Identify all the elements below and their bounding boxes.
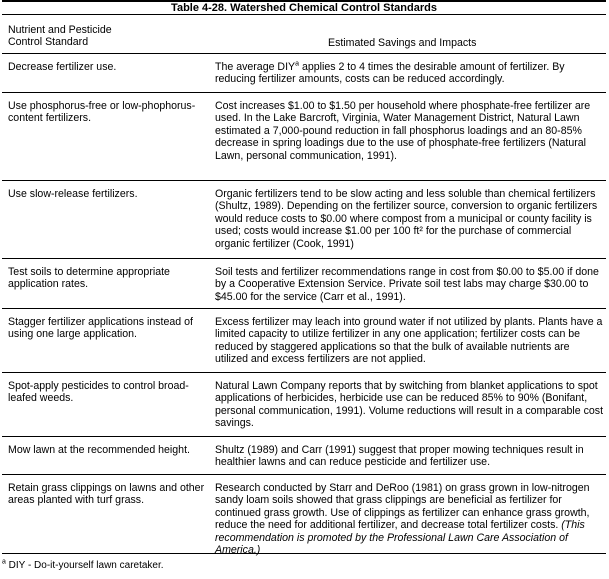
impact-text: The average DIY (215, 61, 296, 73)
standard-cell: Mow lawn at the recommended height. (8, 444, 190, 456)
table-row (2, 259, 606, 309)
standard-cell: Use slow-release fertilizers. (8, 188, 138, 200)
impact-italic-note: (This recommendation is promoted by the Professional Lawn Care Association of America.) (215, 519, 585, 557)
column-header (2, 24, 606, 54)
impact-text: applies 2 to 4 times the desirable amount of fertilizer. By reducing fertilizer amounts, costs can be reduced accordingly. (215, 61, 565, 86)
table-row (2, 475, 606, 557)
standard-cell: Retain grass clippings on lawns and other areas planted with turf grass. (8, 482, 205, 507)
footnote-text: DIY - Do-it-yourself lawn caretaker. (5, 560, 164, 571)
header-impacts: Estimated Savings and Impacts (328, 37, 477, 49)
table-title-text: Table 4-28. Watershed Chemical Control Standards (171, 2, 437, 14)
impact-cell: Cost increases $1.00 to $1.50 per household where phosphate-free fertilizer are used. In the Lake Barcroft, Virginia, Water Management District, Natural Lawn estimated a 7,000-pound reduction in fall phosphorus loadings and an 80-85% decrease in spring loadings due to the use of phosphate-free fertilizers (Natural Lawn, personal communication, 1991). (215, 100, 591, 162)
standard-cell: Spot-apply pesticides to control broad-leafed weeds. (8, 380, 189, 405)
impact-cell: Organic fertilizers tend to be slow acting and less soluble than chemical fertilizers (Shultz, 1989). Depending on the fertilizer source, conversion to organic fertilizers would reduce costs to $0.00 where compost from a municipal or county facility is used; costs would increase $1.00 per 100 ft² for the purchase of commercial organic fertilizer (Cook, 1991) (215, 188, 598, 250)
impact-cell (215, 61, 605, 86)
table-row (2, 373, 606, 437)
standard-cell: Test soils to determine appropriate application rates. (8, 266, 170, 291)
impact-cell (215, 482, 605, 556)
standard-cell: Use phosphorus-free or low-phophorus-content fertilizers. (8, 100, 196, 125)
impact-cell: Natural Lawn Company reports that by switching from blanket applications to spot applications of herbicides, herbicide use can be reduced 85% to 90% (Bonifant, personal communication, 1991). Volume reductions will result in a comparable cost savings. (215, 380, 604, 430)
table-row (2, 181, 606, 259)
table-row (2, 309, 606, 373)
impact-cell: Soil tests and fertilizer recommendations range in cost from $0.00 to $5.00 if done by a Cooperative Extension Service. Private soil test labs may charge $30.00 to $45.00 for the service (Carr et al., 1991). (215, 266, 599, 303)
impact-cell: Excess fertilizer may leach into ground water if not utilized by plants. Plants have a limited capacity to utilize fertilizer in any one application; fertilizer costs can be reduced by staggered applications so that the bulk of available nutrients are utilized and excess fertilizers are not applied. (215, 316, 603, 366)
header-standard-line2: Control Standard (8, 36, 89, 49)
impact-text: Research conducted by Starr and DeRoo (1981) on grass grown in low-nitrogen sandy loam soils showed that grass clippings are beneficial as fertilizer for continued grass growth. Use of clippings as fertilizer can enhance grass growth, reduce the need for additional fertilizer, and decrease total fertilizer costs. (215, 482, 590, 532)
impact-cell: Shultz (1989) and Carr (1991) suggest that proper mowing techniques result in healthier lawns and can reduce pesticide and fertilizer use. (215, 444, 584, 469)
table-row (2, 54, 606, 93)
footnote (2, 560, 164, 572)
footnote-marker: a (295, 60, 299, 68)
footnote-marker: a (2, 558, 6, 566)
table-row (2, 93, 606, 181)
standard-cell: Decrease fertilizer use. (8, 61, 117, 73)
table-row (2, 437, 606, 475)
table-body (2, 54, 606, 557)
header-standard (8, 24, 198, 49)
table-title (2, 0, 606, 15)
standard-cell: Stagger fertilizer applications instead of using one large application. (8, 316, 193, 341)
header-standard-line1: Nutrient and Pesticide (8, 24, 112, 36)
